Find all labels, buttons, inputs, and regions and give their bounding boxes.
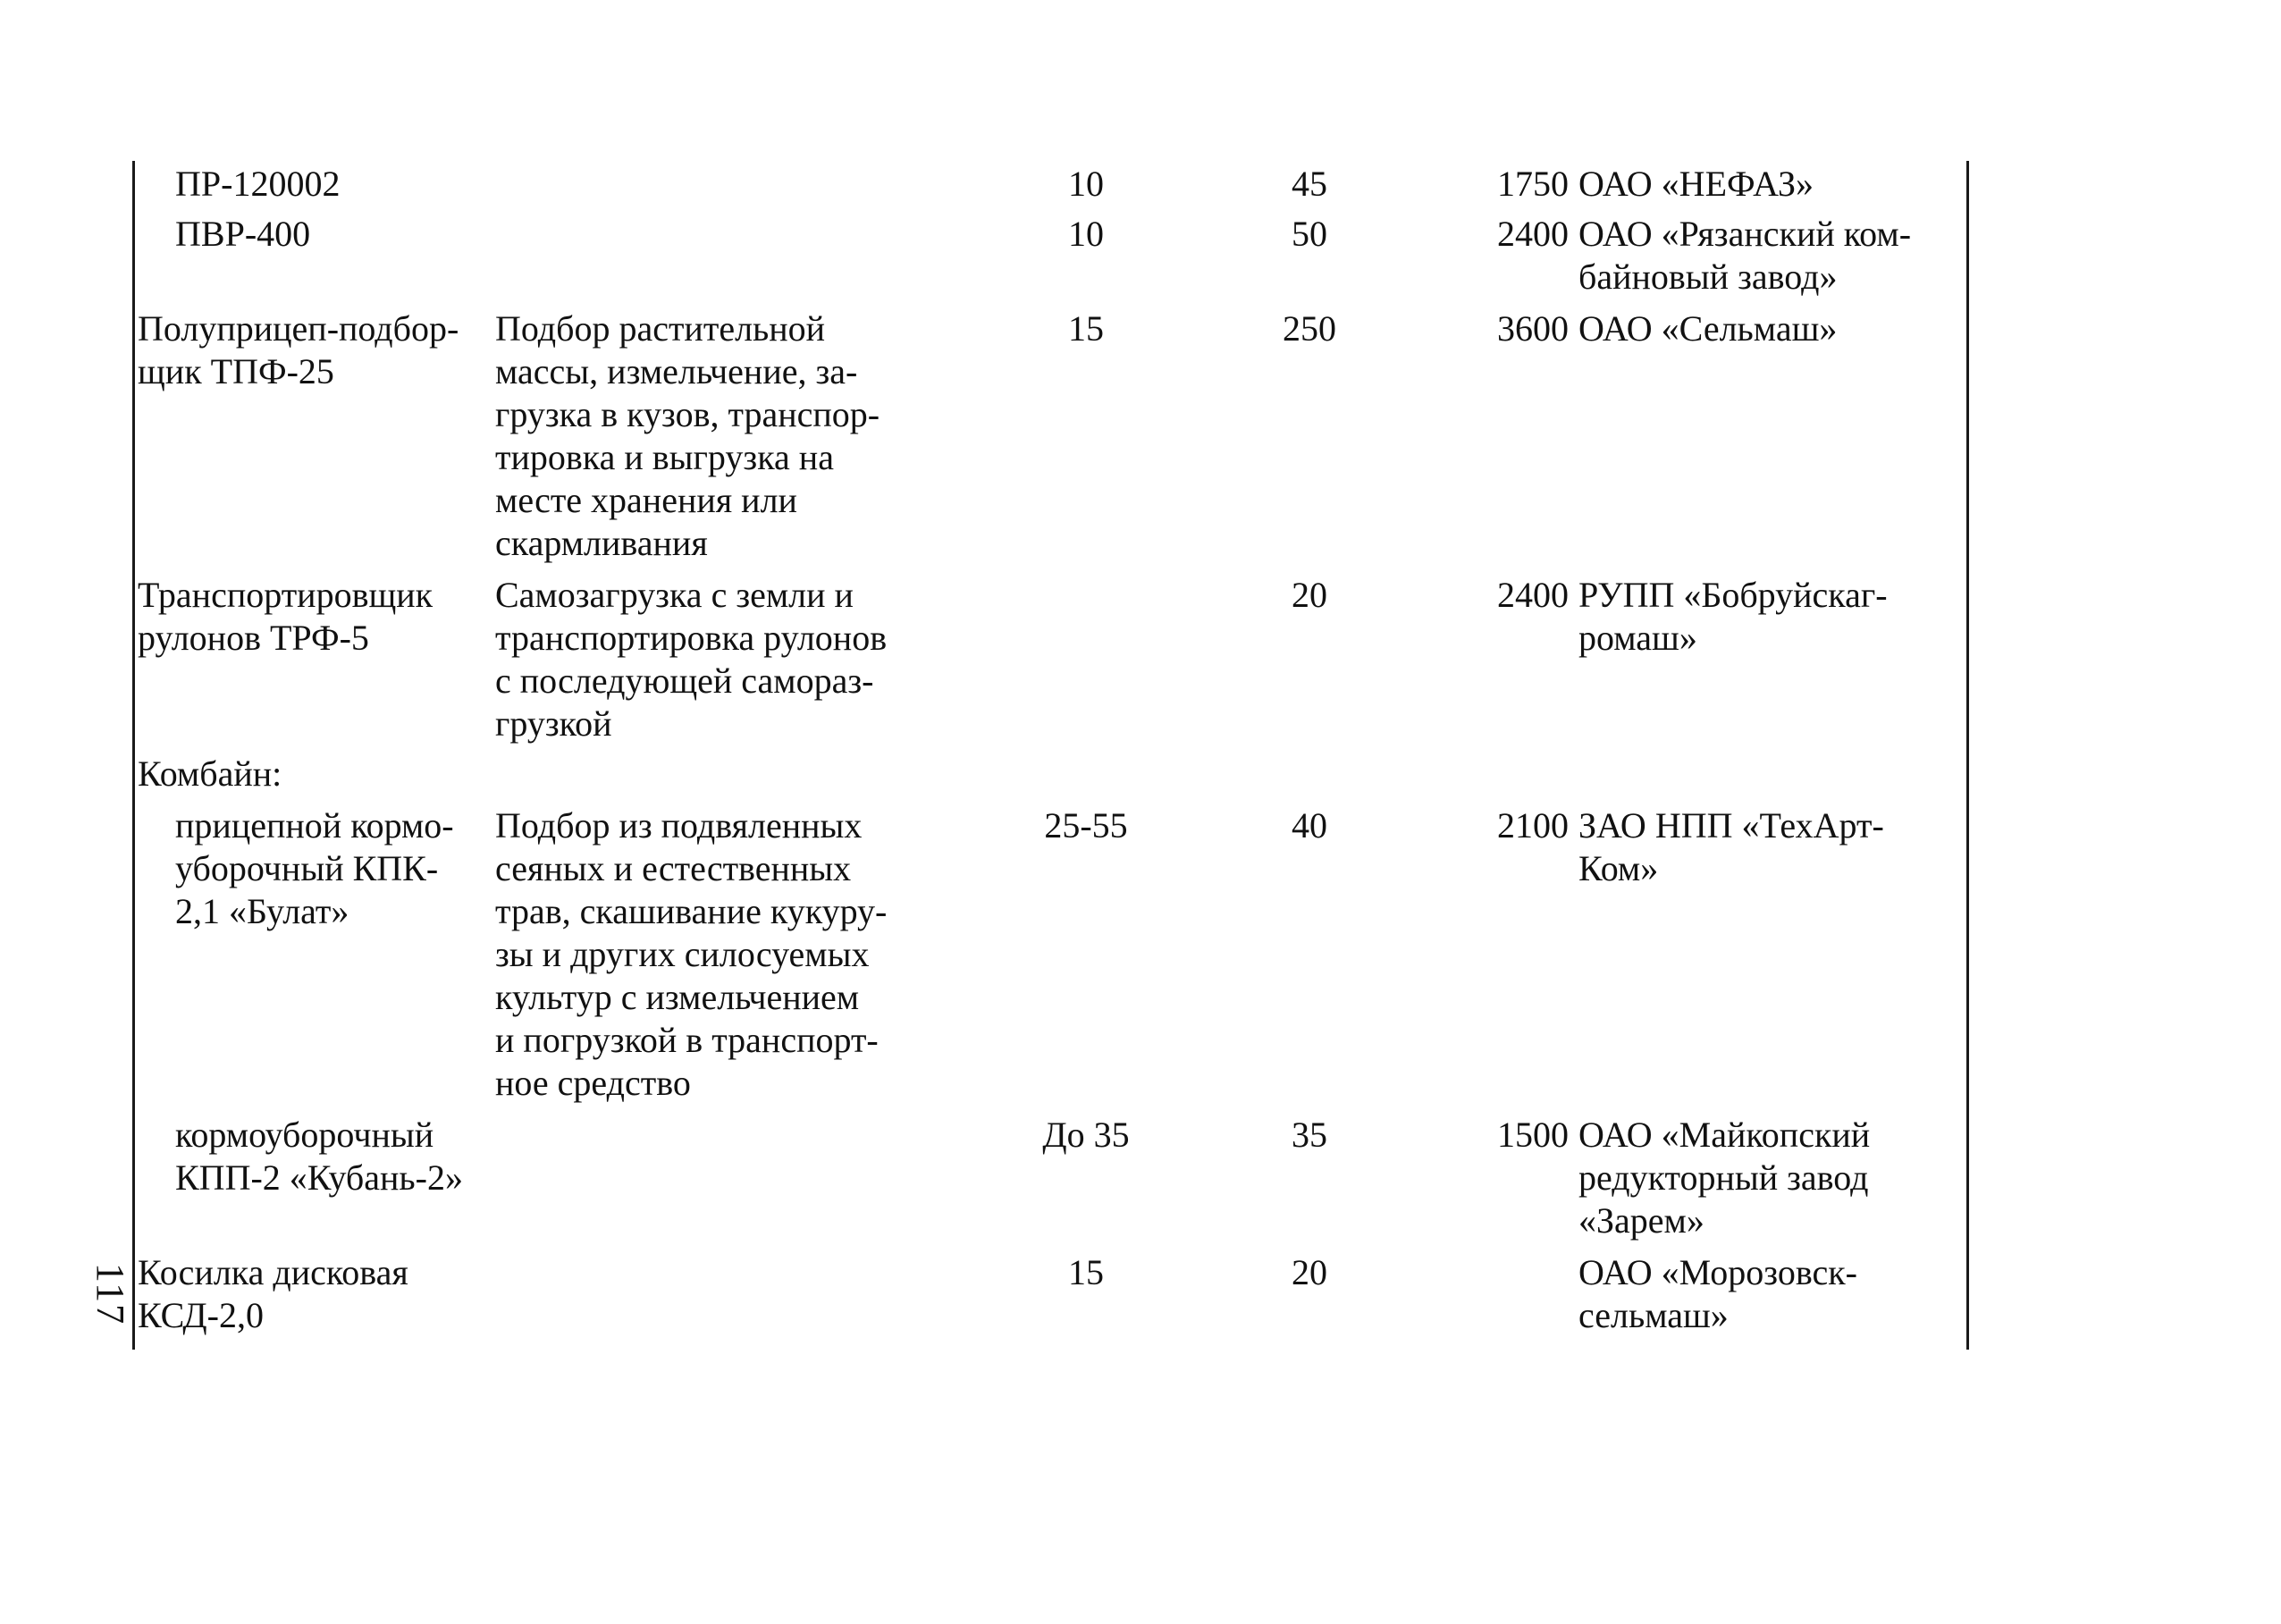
value-cell-2: 50 — [1292, 214, 1327, 254]
manufacturer-cell: РУПП «Бобруйскаг- ромаш» — [1578, 575, 1888, 658]
value-cell-2: 45 — [1292, 164, 1327, 204]
manufacturer-cell: ОАО «НЕФАЗ» — [1578, 164, 1814, 204]
value-cell-1: 25-55 — [1044, 805, 1128, 846]
machine-name-cell: ПВР-400 — [175, 214, 311, 254]
value-cell-3: 1750 — [1497, 164, 1569, 204]
table-row — [134, 213, 1965, 307]
table-row — [134, 163, 1965, 213]
value-cell-1: 15 — [1068, 1252, 1104, 1292]
machine-name-cell: прицепной кормо- уборочный КПК- 2,1 «Булат» — [175, 805, 454, 931]
value-cell-3: 2400 — [1497, 575, 1569, 615]
machine-name-cell: Комбайн: — [138, 753, 282, 794]
value-cell-1: 15 — [1068, 308, 1104, 349]
manufacturer-cell: ОАО «Рязанский ком- байновый завод» — [1578, 214, 1912, 297]
value-cell-2: 20 — [1292, 1252, 1327, 1292]
operation-description-cell: Самозагрузка с земли и транспортировка рулонов с последующей самораз- грузкой — [495, 575, 888, 744]
table-row — [134, 307, 1965, 574]
value-cell-1: До 35 — [1042, 1115, 1130, 1155]
manufacturer-cell: ОАО «Майкопский редукторный завод «Зарем» — [1578, 1115, 1871, 1241]
operation-description-cell: Подбор растительной массы, измельчение, за- грузка в кузов, транспор- тировка и выгрузка на месте хранения или скармливания — [495, 308, 880, 563]
machine-name-cell: Косилка дисковая КСД-2,0 — [138, 1252, 408, 1335]
manufacturer-cell: ОАО «Сельмаш» — [1578, 308, 1838, 349]
manufacturer-cell: ЗАО НПП «ТехАрт- Ком» — [1578, 805, 1884, 888]
value-cell-1: 10 — [1068, 214, 1104, 254]
value-cell-2: 35 — [1292, 1115, 1327, 1155]
value-cell-2: 250 — [1283, 308, 1336, 349]
value-cell-3: 3600 — [1497, 308, 1569, 349]
value-cell-3: 2400 — [1497, 214, 1569, 254]
machine-name-cell: кормоуборочный КПП-2 «Кубань-2» — [175, 1115, 463, 1198]
equipment-table — [134, 163, 1965, 1350]
machine-name-cell: Транспортировщик рулонов ТРФ-5 — [138, 575, 433, 658]
value-cell-3: 2100 — [1497, 805, 1569, 846]
table-row — [134, 1251, 1965, 1350]
manufacturer-cell: ОАО «Морозовск- сельмаш» — [1578, 1252, 1857, 1335]
operation-description-cell: Подбор из подвяленных сеяных и естественных трав, скашивание кукуру- зы и других силосуемых культур с измельчением и погрузкой в транспорт- ное средство — [495, 805, 888, 1103]
table-row — [134, 574, 1965, 753]
page-number: 117 — [88, 1262, 133, 1326]
machine-name-cell: Полуприцеп-подбор- щик ТПФ-25 — [138, 308, 459, 391]
table-row — [134, 1114, 1965, 1251]
value-cell-2: 40 — [1292, 805, 1327, 846]
value-cell-1: 10 — [1068, 164, 1104, 204]
table-row — [134, 804, 1965, 1114]
value-cell-2: 20 — [1292, 575, 1327, 615]
table-row — [134, 753, 1965, 804]
value-cell-3: 1500 — [1497, 1115, 1569, 1155]
machine-name-cell: ПР-120002 — [175, 164, 341, 204]
